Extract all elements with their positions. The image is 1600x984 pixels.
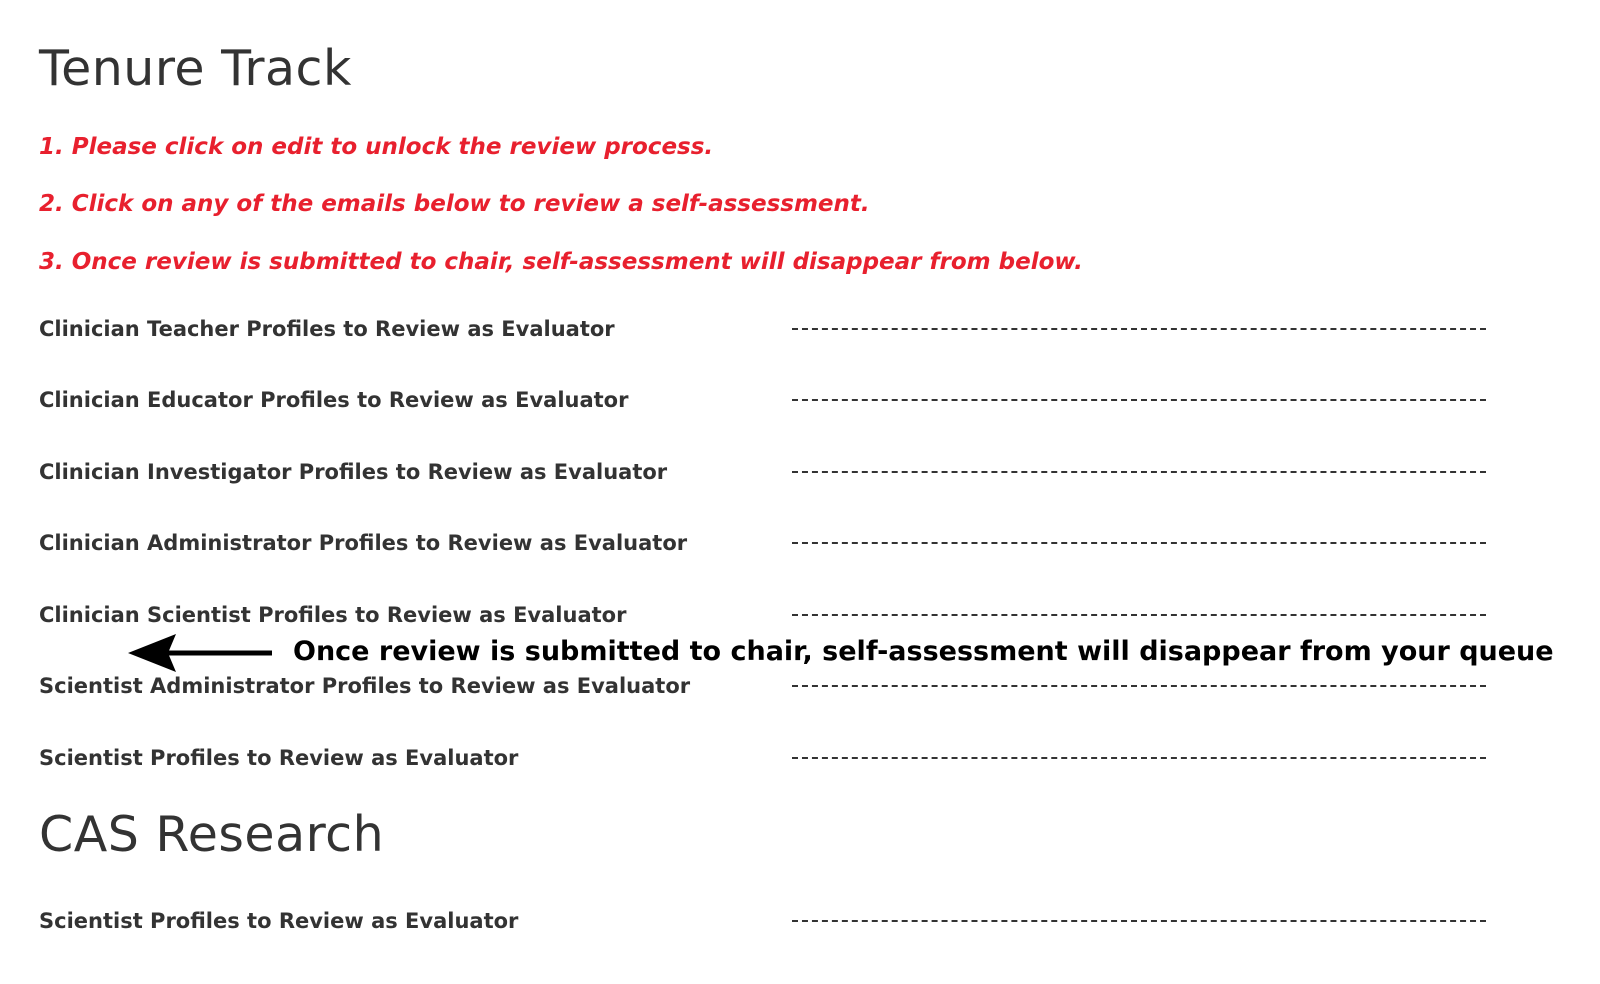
annotation-callout bbox=[128, 632, 1568, 674]
profile-empty-placeholder bbox=[792, 920, 1486, 922]
profile-row-scientist-administrator bbox=[39, 671, 1519, 701]
profile-row-cas-scientist bbox=[39, 906, 1519, 936]
profile-row-scientist bbox=[39, 743, 1519, 773]
profile-row-clinician-educator bbox=[39, 385, 1519, 415]
instruction-2: 2. Click on any of the emails below to review a self-assessment. bbox=[39, 191, 870, 217]
annotation-text: Once review is submitted to chair, self-assessment will disappear from your queue bbox=[293, 636, 1554, 667]
profile-empty-placeholder bbox=[792, 542, 1486, 544]
tenure-track-title: Tenure Track bbox=[39, 40, 352, 97]
profile-label-cas-scientist[interactable]: Scientist Profiles to Review as Evaluator bbox=[39, 909, 519, 933]
profile-row-clinician-administrator bbox=[39, 528, 1519, 558]
profile-empty-placeholder bbox=[792, 328, 1486, 330]
profile-empty-placeholder bbox=[792, 757, 1486, 759]
profile-label-clinician-educator[interactable]: Clinician Educator Profiles to Review as Evaluator bbox=[39, 388, 629, 412]
profile-empty-placeholder bbox=[792, 614, 1486, 616]
profile-label-clinician-scientist[interactable]: Clinician Scientist Profiles to Review as Evaluator bbox=[39, 603, 627, 627]
profile-label-clinician-administrator[interactable]: Clinician Administrator Profiles to Review as Evaluator bbox=[39, 531, 688, 555]
profile-row-clinician-investigator bbox=[39, 457, 1519, 487]
left-arrow-icon bbox=[128, 632, 278, 674]
profile-label-scientist[interactable]: Scientist Profiles to Review as Evaluator bbox=[39, 746, 519, 770]
instruction-3: 3. Once review is submitted to chair, self-assessment will disappear from below. bbox=[39, 249, 1083, 275]
instruction-1: 1. Please click on edit to unlock the review process. bbox=[39, 134, 714, 160]
profile-empty-placeholder bbox=[792, 471, 1486, 473]
profile-row-clinician-teacher bbox=[39, 314, 1519, 344]
profile-empty-placeholder bbox=[792, 399, 1486, 401]
profile-row-clinician-scientist bbox=[39, 600, 1519, 630]
profile-label-clinician-teacher[interactable]: Clinician Teacher Profiles to Review as Evaluator bbox=[39, 317, 615, 341]
profile-label-scientist-administrator[interactable]: Scientist Administrator Profiles to Review as Evaluator bbox=[39, 674, 691, 698]
profile-label-clinician-investigator[interactable]: Clinician Investigator Profiles to Review as Evaluator bbox=[39, 460, 668, 484]
profile-empty-placeholder bbox=[792, 685, 1486, 687]
cas-research-title: CAS Research bbox=[39, 806, 385, 863]
